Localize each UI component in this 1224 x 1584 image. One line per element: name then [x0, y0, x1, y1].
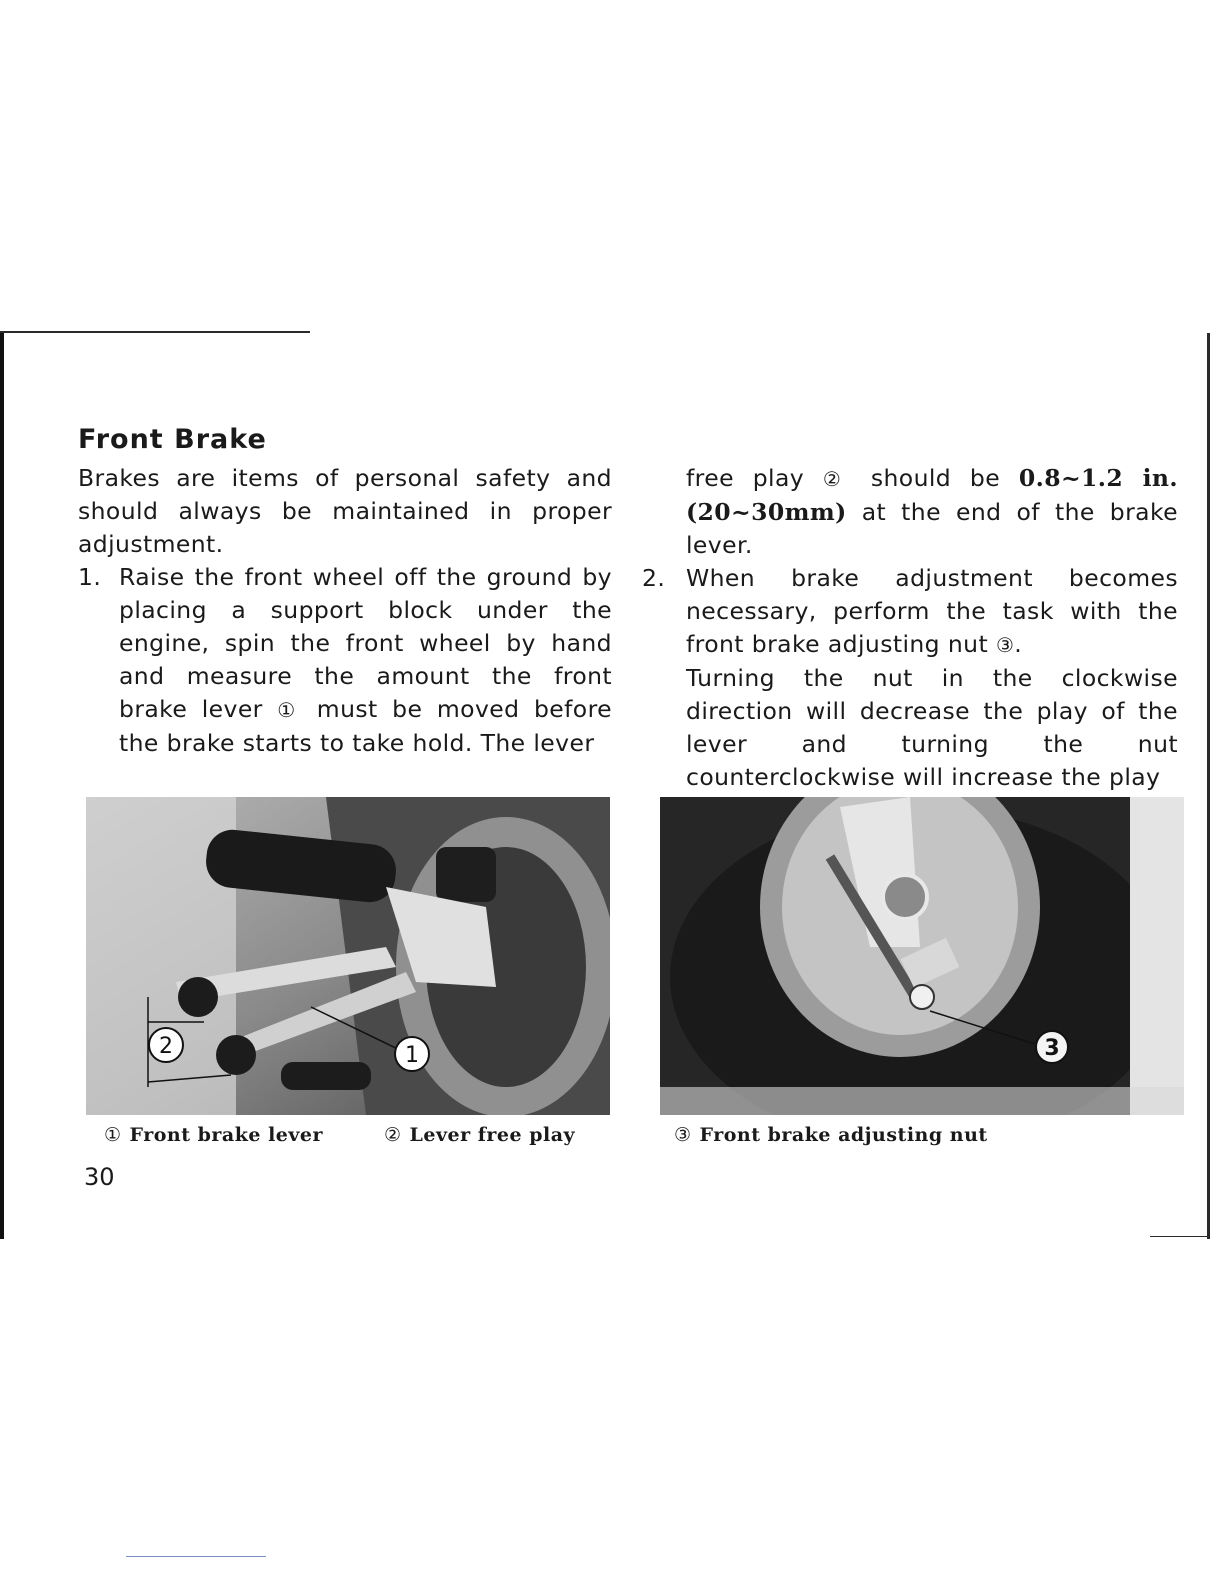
right-edge-rule	[1207, 333, 1210, 1239]
step-1-number: 1.	[78, 563, 102, 591]
adjusting-nut-photo	[660, 797, 1184, 1115]
ref-1-marker: ①	[277, 698, 303, 722]
intro-paragraph: Brakes are items of personal safety and should always be maintained in proper adjustment.	[78, 464, 612, 558]
brake-lever-illustration	[86, 797, 610, 1115]
left-column	[78, 462, 612, 760]
callout-1-label: 1	[405, 1043, 419, 1068]
right-column	[642, 462, 1178, 794]
step-1-continued	[686, 462, 1178, 562]
ref-2-marker: ②	[822, 467, 853, 491]
caption-front-brake-lever	[104, 1124, 323, 1146]
step-1-cont-b: should be	[852, 464, 1019, 492]
footer-line	[126, 1556, 266, 1557]
callout-2-label: 2	[159, 1034, 173, 1059]
caption-lever-free-play	[384, 1124, 575, 1146]
ref-3-marker: ③	[995, 633, 1015, 657]
step-1	[78, 561, 612, 760]
step-1-text	[119, 561, 612, 760]
step-2	[642, 562, 1178, 794]
step-1-text-a: Raise the front wheel off the ground by placing a support block under the engine, spin the front wheel by hand and measure the amount the front brake lever	[119, 563, 612, 723]
page-number: 30	[84, 1163, 115, 1191]
caption-1-text: Front brake lever	[129, 1124, 324, 1146]
step-2-paragraph-2: Turning the nut in the clockwise direction will decrease the play of the lever and turning the nut counterclockwise will increase the play	[686, 664, 1178, 791]
step-1-cont-a: free play	[686, 464, 823, 492]
caption-2-marker: ②	[384, 1124, 402, 1146]
brake-lever-photo	[86, 797, 610, 1115]
step-2-text	[686, 562, 1178, 662]
bottom-rule	[1150, 1236, 1210, 1237]
step-2-number: 2.	[642, 564, 666, 592]
caption-3-marker: ③	[674, 1124, 692, 1146]
section-heading: Front Brake	[78, 424, 267, 455]
caption-3-text: Front brake adjusting nut	[699, 1124, 988, 1146]
caption-2-text: Lever free play	[409, 1124, 576, 1146]
step-2-text-b: .	[1014, 630, 1023, 658]
callout-3-label: 3	[1044, 1036, 1060, 1061]
adjusting-nut-illustration	[660, 797, 1184, 1115]
step-1-text-b: must be moved before the brake starts to take hold. The lever	[119, 695, 612, 757]
step-1-cont-c: at the end of the brake lever.	[686, 498, 1178, 559]
free-play-spec: 0.8~1.2 in. (20~30mm)	[686, 464, 1178, 526]
left-edge-rule	[0, 333, 4, 1239]
caption-1-marker: ①	[104, 1124, 122, 1146]
caption-adjusting-nut	[674, 1124, 988, 1146]
step-2-text-a: When brake adjustment becomes necessary, perform the task with the front brake adjusting nut	[686, 564, 1178, 658]
top-rule	[0, 331, 310, 333]
